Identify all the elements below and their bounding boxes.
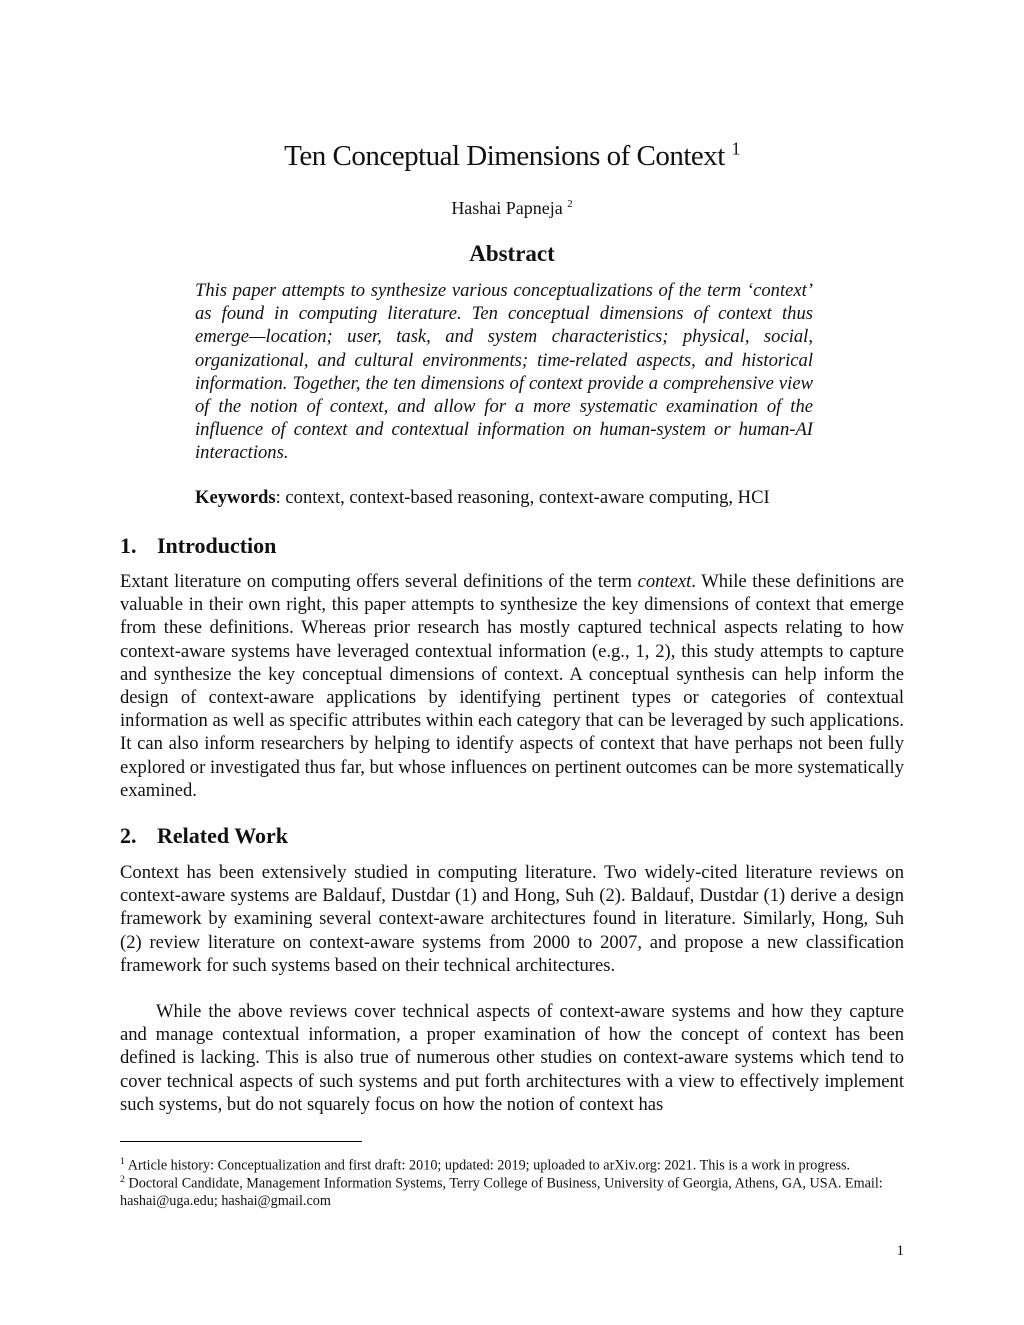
author-line (0, 198, 1024, 219)
keywords-line (195, 487, 835, 509)
paper-title (0, 140, 1024, 173)
section-title: Introduction (157, 533, 277, 558)
section-number: 2. (120, 823, 137, 848)
intro-term-context: context (637, 571, 692, 592)
related-work-paragraph-1: Context has been extensively studied in computing literature. Two widely-cited literature reviews on context-aware systems are Baldauf, Dustdar (1) and Hong, Suh (2). Baldauf, Dustdar (1) derive a design framework by examining several context-aware architectures found in literature. Similarly, Hong, Suh (2) review literature on context-aware systems from 2000 to 2007, and propose a new classification framework for such systems based on their technical architectures. (120, 862, 904, 976)
footnote-2 (120, 1171, 910, 1211)
intro-text-rest: . While these definitions are valuable in their own right, this paper attempts to synthesize the key dimensions of context that emerge from these definitions. Whereas prior research has mostly captured technical aspects relating to how context-aware systems have leveraged contextual information (e.g., 1, 2), this study attempts to capture and synthesize the key conceptual dimensions of context. A conceptual synthesis can help inform the design of context-aware applications by identifying pertinent types or categories of contextual information as well as specific attributes within each category that can be leveraged by such applications. It can also inform researchers by helping to identify aspects of context that have perhaps not been fully explored or investigated thus far, but whose influences on pertinent outcomes can be more systematically examined. (120, 571, 904, 801)
page-number: 1 (896, 1243, 904, 1259)
author-footnote-mark: 2 (567, 198, 573, 210)
abstract-text: This paper attempts to synthesize various conceptualizations of the term ‘context’ as found in computing literature. Ten conceptual dimensions of context thus emerge—location; user, task, and system characteristics; physical, social, organizational, and cultural environments; time-related aspects, and historical information. Together, the ten dimensions of context provide a comprehensive view of the notion of context, and allow for a more systematic examination of the influence of context and contextual information on human-system or human-AI interactions. (195, 280, 813, 464)
section-number: 1. (120, 533, 137, 558)
related-work-paragraph-2: While the above reviews cover technical aspects of context-aware systems and how they capture and manage contextual information, a proper examination of how the concept of context has been defined is lacking. This is also true of numerous other studies on context-aware systems which tend to cover technical aspects of such systems and put forth architectures with a view to effectively implement such systems, but do not squarely focus on how the notion of context has (120, 1001, 904, 1115)
section-heading-related-work (120, 823, 288, 849)
intro-text-start: Extant literature on computing offers several definitions of the term (120, 571, 638, 592)
abstract-heading: Abstract (469, 241, 555, 266)
footnote-2-text: Doctoral Candidate, Management Information Systems, Terry College of Business, University of Georgia, Athens, GA, USA. Email: hashai@uga.edu; hashai@gmail.com (120, 1175, 883, 1210)
footnote-1-mark: 1 (120, 1156, 125, 1167)
author-name: Hashai Papneja (451, 198, 563, 218)
footnote-divider (120, 1141, 362, 1142)
introduction-paragraph (120, 570, 904, 802)
footnote-2-mark: 2 (120, 1174, 125, 1185)
footnote-1-text: Article history: Conceptualization and first draft: 2010; updated: 2019; uploaded to arXiv.org: 2021. This is a work in progress. (124, 1157, 851, 1174)
section-heading-introduction (120, 533, 276, 559)
title-footnote-mark: 1 (731, 138, 740, 159)
keywords-list: : context, context-based reasoning, context-aware computing, HCI (275, 487, 770, 508)
keywords-label: Keywords (195, 487, 276, 508)
title-text: Ten Conceptual Dimensions of Context (284, 140, 725, 172)
section-title: Related Work (157, 823, 288, 848)
